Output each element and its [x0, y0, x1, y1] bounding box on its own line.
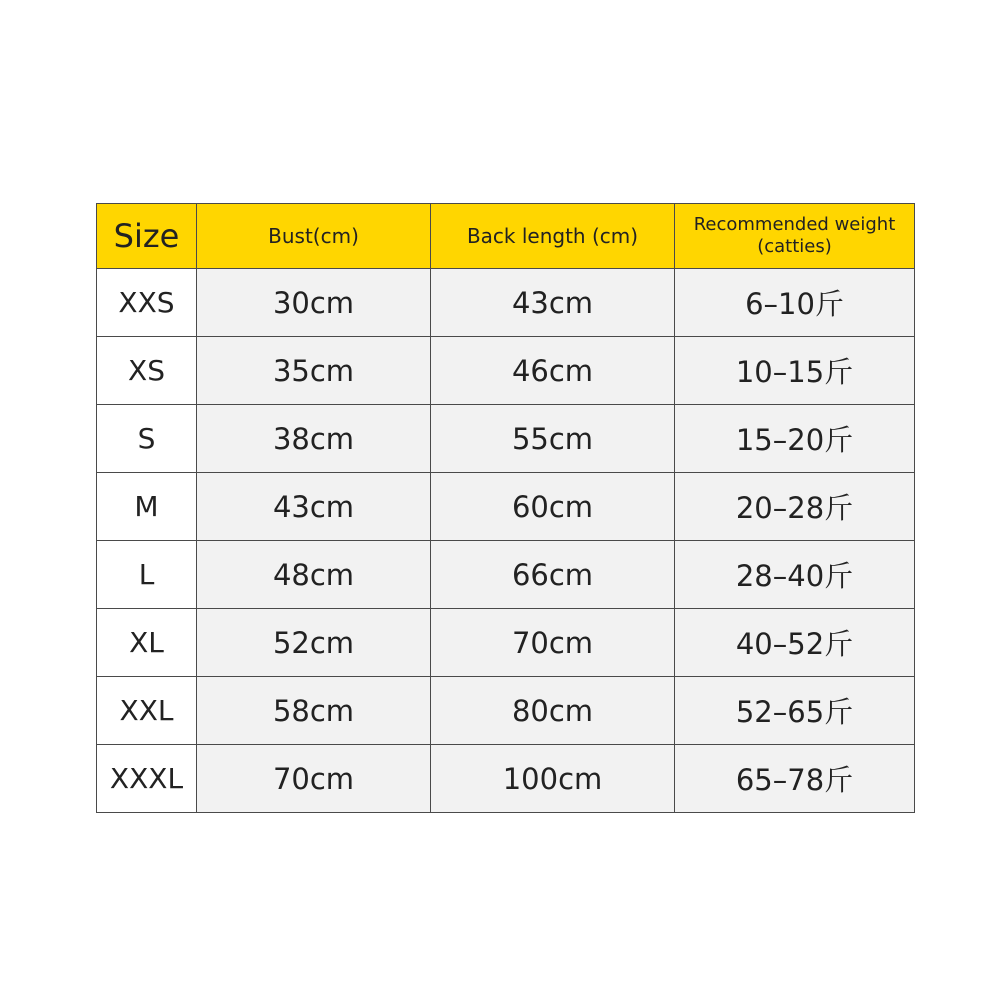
weight-cell: 15–20斤 [675, 405, 915, 473]
table-row [97, 745, 915, 813]
table-row [97, 269, 915, 337]
table-row [97, 677, 915, 745]
header-back-length: Back length (cm) [431, 204, 675, 269]
back-length-cell: 70cm [431, 609, 675, 677]
back-length-cell: 43cm [431, 269, 675, 337]
size-cell: XXL [97, 677, 197, 745]
back-length-cell: 55cm [431, 405, 675, 473]
bust-cell: 38cm [197, 405, 431, 473]
bust-cell: 58cm [197, 677, 431, 745]
size-chart-table [96, 203, 915, 813]
table-row [97, 473, 915, 541]
weight-cell: 6–10斤 [675, 269, 915, 337]
weight-cell: 20–28斤 [675, 473, 915, 541]
weight-cell: 40–52斤 [675, 609, 915, 677]
size-cell: XXXL [97, 745, 197, 813]
size-cell: XXS [97, 269, 197, 337]
header-recommended-weight [675, 204, 915, 269]
table-header-row [97, 204, 915, 269]
size-cell: XS [97, 337, 197, 405]
back-length-cell: 100cm [431, 745, 675, 813]
bust-cell: 43cm [197, 473, 431, 541]
size-cell: L [97, 541, 197, 609]
header-weight-line2: (catties) [757, 236, 832, 257]
weight-cell: 10–15斤 [675, 337, 915, 405]
bust-cell: 48cm [197, 541, 431, 609]
back-length-cell: 80cm [431, 677, 675, 745]
back-length-cell: 46cm [431, 337, 675, 405]
back-length-cell: 66cm [431, 541, 675, 609]
size-cell: M [97, 473, 197, 541]
weight-cell: 28–40斤 [675, 541, 915, 609]
weight-cell: 52–65斤 [675, 677, 915, 745]
header-weight-line1: Recommended weight [693, 214, 896, 235]
weight-cell: 65–78斤 [675, 745, 915, 813]
table-row [97, 337, 915, 405]
bust-cell: 30cm [197, 269, 431, 337]
size-cell: S [97, 405, 197, 473]
header-bust: Bust(cm) [197, 204, 431, 269]
back-length-cell: 60cm [431, 473, 675, 541]
table-row [97, 405, 915, 473]
header-size: Size [97, 204, 197, 269]
bust-cell: 70cm [197, 745, 431, 813]
bust-cell: 52cm [197, 609, 431, 677]
table-row [97, 609, 915, 677]
bust-cell: 35cm [197, 337, 431, 405]
table-row [97, 541, 915, 609]
size-cell: XL [97, 609, 197, 677]
